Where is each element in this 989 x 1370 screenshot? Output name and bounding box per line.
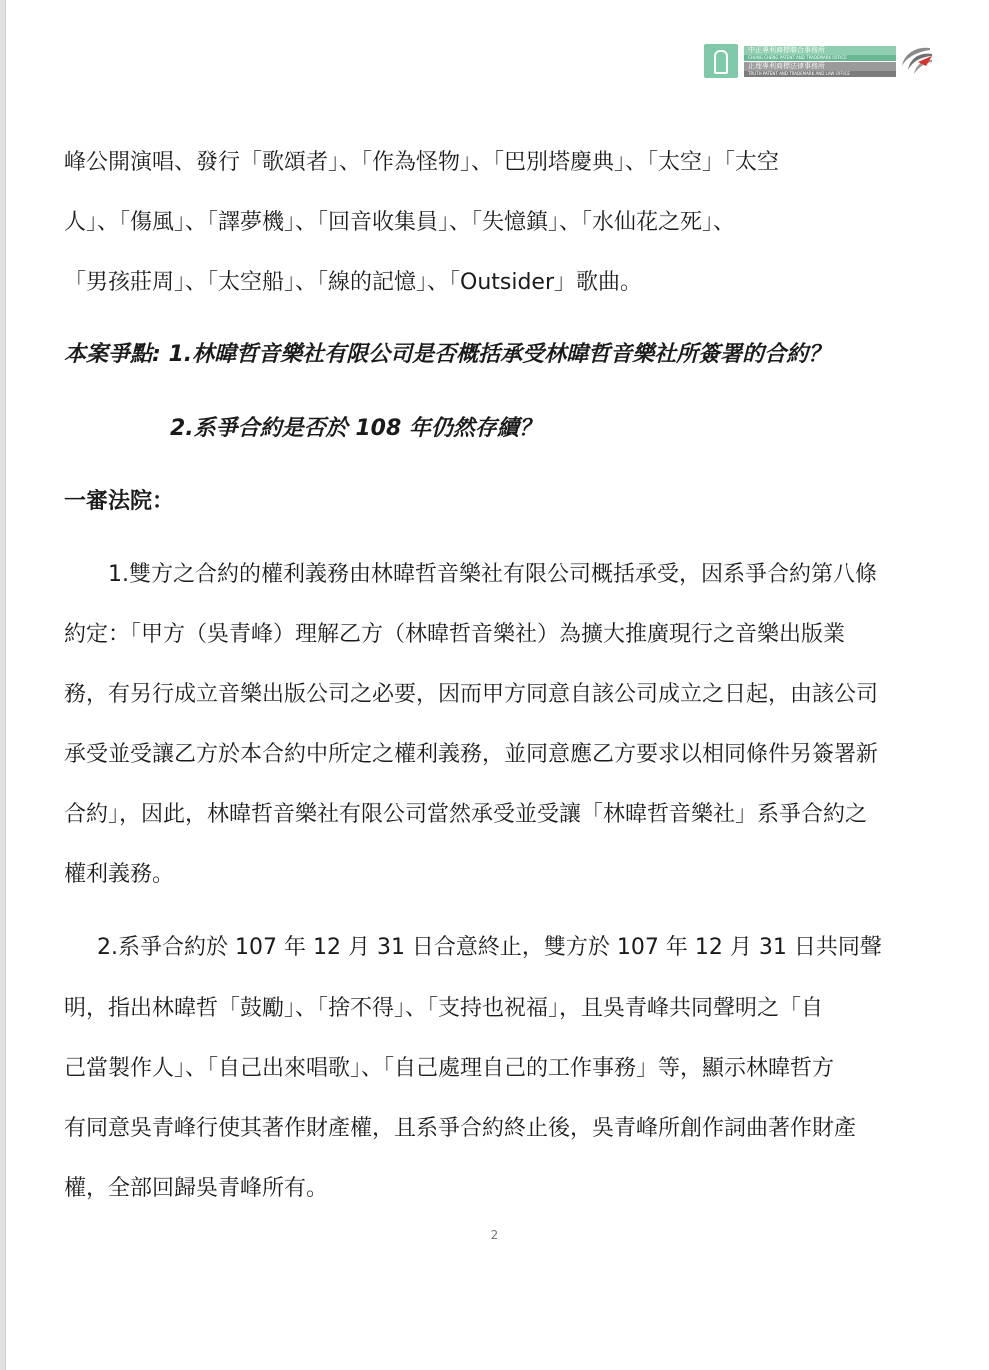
firm-name-1: 中正專利商標聯合事務所 [744,46,896,55]
para1-line-5: 合約」，因此，林暐哲音樂社有限公司當然承受並受讓「林暐哲音樂社」系爭合約之 [64,802,868,827]
para2-line-2: 明，指出林暐哲「鼓勵」、「捨不得」、「支持也祝福」，且吳青峰共同聲明之「自 [64,996,824,1021]
para2-line-4: 有同意吳青峰行使其著作財產權，且系爭合約終止後，吳青峰所創作詞曲著作財產 [64,1116,857,1141]
firm-name-2-en: TRUTH PATENT AND TRADEMARK AND LAW OFFICE [744,71,896,77]
court-heading: 一審法院： [64,489,175,514]
swoosh-icon [898,44,934,78]
para1-line-6: 權利義務。 [64,862,175,887]
para2-line-5: 權，全部回歸吳青峰所有。 [64,1176,329,1201]
intro-line-3: 「男孩莊周」、「太空船」、「線的記憶」、「Outsider」歌曲。 [64,270,643,295]
para2-line-1: 2.系爭合約於 107 年 12 月 31 日合意終止，雙方於 107 年 12 月 31 日共同聲 [97,935,882,960]
para1-line-1: 1.雙方之合約的權利義務由林暐哲音樂社有限公司概括承受，因系爭合約第八條 [108,562,877,587]
intro-line-2: 人」、「傷風」、「譯夢機」、「回音收集員」、「失憶鎮」、「水仙花之死」、 [64,210,736,235]
firm-emblem-icon [704,44,738,78]
issue-line-1: 本案爭點: 1.林暐哲音樂社有限公司是否概括承受林暐哲音樂社所簽署的合約？ [64,342,831,367]
para1-line-2: 約定：「甲方（吳青峰）理解乙方（林暐哲音樂社）為擴大推廣現行之音樂出版業 [64,622,846,647]
page-number: 2 [490,1228,499,1242]
intro-line-1: 峰公開演唱、發行「歌頌者」、「作為怪物」、「巴別塔慶典」、「太空」「太空 [64,150,780,175]
para1-line-3: 務，有另行成立音樂出版公司之必要，因而甲方同意自該公司成立之日起，由該公司 [64,682,879,707]
issue-line-2: 2.系爭合約是否於 108 年仍然存續？ [170,416,541,441]
firm-logo [704,44,934,80]
firm-name-2: 正理專利商標法律事務所 [744,62,896,71]
firm-name-1-en: CHUNG CHENG PATENT AND TRADEMARK OFFICE [744,55,896,61]
para2-line-3: 己當製作人」、「自己出來唱歌」、「自己處理自己的工作事務」等，顯示林暐哲方 [64,1056,835,1081]
para1-line-4: 承受並受讓乙方於本合約中所定之權利義務，並同意應乙方要求以相同條件另簽署新 [64,742,879,767]
